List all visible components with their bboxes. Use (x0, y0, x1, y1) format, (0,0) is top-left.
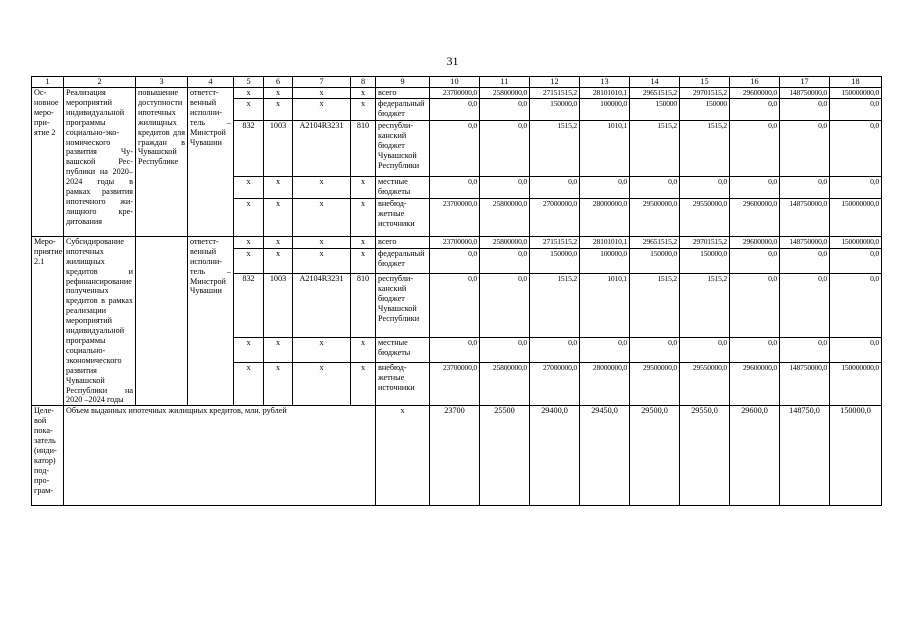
event-description: Субсидирование ипотечных жилищных кредитов и рефинансирование полученных кредитов в рамках реализации мероприятий индивидуальной программы социально-экономического развития Чувашской Республики на 2020 –2024 годы (64, 236, 136, 405)
funding-value: 0,0 (530, 338, 580, 363)
funding-value: 29500000,0 (630, 363, 680, 406)
section-code: x (264, 88, 293, 99)
target-indicator-label: Целевой показатель (индикатор) подпрограм- (32, 406, 64, 506)
funding-value: 25800000,0 (480, 236, 530, 248)
funding-source: всего (376, 236, 430, 248)
responsible-executor: ответственный исполнитель – Минстрой Чувашии (188, 236, 234, 405)
funding-source: федеральный бюджет (376, 249, 430, 274)
column-number-cell: 4 (188, 77, 234, 88)
column-number-cell: 15 (680, 77, 730, 88)
funding-value: 23700000,0 (430, 236, 480, 248)
target-indicator-value: 29600,0 (730, 406, 780, 506)
column-number-cell: 6 (264, 77, 293, 88)
funding-value: 1010,1 (580, 120, 630, 176)
column-number-cell: 16 (730, 77, 780, 88)
funding-value: 28101010,1 (580, 236, 630, 248)
funding-value: 100000,0 (580, 98, 630, 120)
section-code: x (264, 249, 293, 274)
grbs-code: x (234, 249, 264, 274)
funding-value: 148750000,0 (780, 198, 830, 236)
funding-value: 29651515,2 (630, 88, 680, 99)
grbs-code: 832 (234, 120, 264, 176)
column-number-cell: 5 (234, 77, 264, 88)
funding-value: 0,0 (780, 249, 830, 274)
column-number-cell: 18 (830, 77, 882, 88)
funding-value: 0,0 (730, 249, 780, 274)
target-indicator-value: 29500,0 (630, 406, 680, 506)
funding-value: 150000,0 (530, 249, 580, 274)
funding-value: 1515,2 (680, 120, 730, 176)
section-code: 1003 (264, 120, 293, 176)
grbs-code: x (234, 363, 264, 406)
funding-value: 0,0 (730, 274, 780, 338)
funding-value: 150000000,0 (830, 363, 882, 406)
funding-value: 0,0 (780, 274, 830, 338)
section-code: x (264, 363, 293, 406)
column-number-row (32, 77, 882, 88)
funding-value: 1515,2 (530, 120, 580, 176)
funding-value: 23700000,0 (430, 198, 480, 236)
event-name: Основное мероприятие 2 (32, 88, 64, 237)
target-item-code: x (293, 88, 351, 99)
funding-value: 0,0 (430, 98, 480, 120)
funding-value: 29701515,2 (680, 88, 730, 99)
target-indicator-source: x (376, 406, 430, 506)
funding-value: 0,0 (780, 338, 830, 363)
funding-value: 150000000,0 (830, 198, 882, 236)
column-number-cell: 13 (580, 77, 630, 88)
funding-value: 25800000,0 (480, 363, 530, 406)
expected-result (136, 236, 188, 405)
funding-value: 1515,2 (680, 274, 730, 338)
program-table (31, 76, 882, 506)
funding-source: внебюджетные источники (376, 363, 430, 406)
funding-value: 0,0 (430, 176, 480, 198)
funding-value: 29651515,2 (630, 236, 680, 248)
column-number-cell: 1 (32, 77, 64, 88)
target-indicator-value: 23700 (430, 406, 480, 506)
section-code: x (264, 176, 293, 198)
funding-value: 0,0 (830, 98, 882, 120)
funding-value: 0,0 (630, 338, 680, 363)
expense-type-code: x (351, 249, 376, 274)
funding-value: 0,0 (430, 120, 480, 176)
funding-value: 28000000,0 (580, 363, 630, 406)
grbs-code: x (234, 98, 264, 120)
target-item-code: x (293, 338, 351, 363)
column-number-cell: 14 (630, 77, 680, 88)
funding-value: 0,0 (580, 176, 630, 198)
funding-source: республиканский бюджет Чувашской Республики (376, 120, 430, 176)
table-row (32, 88, 882, 99)
funding-value: 100000,0 (580, 249, 630, 274)
funding-value: 0,0 (780, 120, 830, 176)
column-number-cell: 10 (430, 77, 480, 88)
expense-type-code: 810 (351, 120, 376, 176)
funding-value: 23700000,0 (430, 363, 480, 406)
funding-source: всего (376, 88, 430, 99)
expense-type-code: x (351, 88, 376, 99)
expense-type-code: x (351, 363, 376, 406)
grbs-code: x (234, 338, 264, 363)
grbs-code: 832 (234, 274, 264, 338)
funding-value: 27151515,2 (530, 236, 580, 248)
funding-value: 29600000,0 (730, 88, 780, 99)
expense-type-code: x (351, 176, 376, 198)
target-indicator-value: 29400,0 (530, 406, 580, 506)
section-code: x (264, 98, 293, 120)
funding-source: внебюджетные источники (376, 198, 430, 236)
funding-value: 0,0 (730, 176, 780, 198)
column-number-cell: 12 (530, 77, 580, 88)
funding-value: 148750000,0 (780, 363, 830, 406)
target-item-code: x (293, 198, 351, 236)
target-item-code: x (293, 363, 351, 406)
funding-value: 23700000,0 (430, 88, 480, 99)
funding-value: 27000000,0 (530, 198, 580, 236)
target-item-code: x (293, 249, 351, 274)
funding-value: 29600000,0 (730, 363, 780, 406)
funding-value: 150000,0 (680, 249, 730, 274)
funding-value: 148750000,0 (780, 236, 830, 248)
table-row (32, 236, 882, 248)
funding-value: 29600000,0 (730, 236, 780, 248)
grbs-code: x (234, 236, 264, 248)
section-code: 1003 (264, 274, 293, 338)
funding-value: 29550000,0 (680, 198, 730, 236)
target-item-code: x (293, 236, 351, 248)
funding-value: 1515,2 (630, 274, 680, 338)
funding-value: 29600000,0 (730, 198, 780, 236)
grbs-code: x (234, 88, 264, 99)
section-code: x (264, 198, 293, 236)
expected-result: повышение доступности ипотечных жилищных кредитов для граждан в Чувашской Республике (136, 88, 188, 237)
funding-value: 150000,0 (530, 98, 580, 120)
funding-value: 0,0 (680, 176, 730, 198)
funding-value: 0,0 (780, 176, 830, 198)
funding-value: 0,0 (480, 274, 530, 338)
funding-value: 28101010,1 (580, 88, 630, 99)
funding-value: 27151515,2 (530, 88, 580, 99)
section-code: x (264, 338, 293, 363)
funding-value: 0,0 (580, 338, 630, 363)
funding-value: 29500000,0 (630, 198, 680, 236)
funding-value: 150000 (630, 98, 680, 120)
target-indicator-value: 29550,0 (680, 406, 730, 506)
funding-value: 0,0 (630, 176, 680, 198)
funding-value: 150000,0 (630, 249, 680, 274)
funding-value: 0,0 (730, 338, 780, 363)
funding-value: 0,0 (430, 338, 480, 363)
grbs-code: x (234, 198, 264, 236)
funding-value: 25800000,0 (480, 88, 530, 99)
funding-source: местные бюджеты (376, 176, 430, 198)
funding-value: 148750000,0 (780, 88, 830, 99)
expense-type-code: x (351, 236, 376, 248)
event-description: Реализация мероприятий индивидуальной программы социально-экономического развития Чувашской Республики на 2020–2024 годы в рамках развития ипотечного жилищного кредитования (64, 88, 136, 237)
funding-value: 0,0 (780, 98, 830, 120)
funding-value: 0,0 (480, 176, 530, 198)
responsible-executor: ответственный исполнитель – Минстрой Чувашии (188, 88, 234, 237)
funding-value: 25800000,0 (480, 198, 530, 236)
column-number-cell: 11 (480, 77, 530, 88)
target-indicator-description: Объем выданных ипотечных жилищных кредитов, млн. рублей (64, 406, 376, 506)
funding-value: 0,0 (830, 176, 882, 198)
column-number-cell: 2 (64, 77, 136, 88)
funding-value: 0,0 (730, 120, 780, 176)
target-item-code: x (293, 176, 351, 198)
target-item-code: A2104R3231 (293, 120, 351, 176)
funding-source: федеральный бюджет (376, 98, 430, 120)
target-item-code: x (293, 98, 351, 120)
grbs-code: x (234, 176, 264, 198)
funding-value: 0,0 (430, 249, 480, 274)
funding-value: 0,0 (480, 338, 530, 363)
funding-value: 0,0 (480, 249, 530, 274)
funding-value: 29701515,2 (680, 236, 730, 248)
expense-type-code: x (351, 98, 376, 120)
target-item-code: A2104R3231 (293, 274, 351, 338)
funding-value: 0,0 (830, 338, 882, 363)
funding-value: 0,0 (680, 338, 730, 363)
event-name: Мероприятие 2.1 (32, 236, 64, 405)
column-number-cell: 17 (780, 77, 830, 88)
target-indicator-value: 148750,0 (780, 406, 830, 506)
funding-value: 150000000,0 (830, 236, 882, 248)
funding-value: 29550000,0 (680, 363, 730, 406)
funding-value: 0,0 (530, 176, 580, 198)
column-number-cell: 7 (293, 77, 351, 88)
column-number-cell: 3 (136, 77, 188, 88)
funding-value: 0,0 (830, 120, 882, 176)
expense-type-code: 810 (351, 274, 376, 338)
funding-value: 0,0 (430, 274, 480, 338)
funding-value: 0,0 (480, 120, 530, 176)
funding-value: 1515,2 (630, 120, 680, 176)
funding-source: республиканский бюджет Чувашской Республики (376, 274, 430, 338)
funding-value: 0,0 (480, 98, 530, 120)
funding-value: 150000000,0 (830, 88, 882, 99)
funding-value: 27000000,0 (530, 363, 580, 406)
column-number-cell: 8 (351, 77, 376, 88)
funding-value: 1515,2 (530, 274, 580, 338)
target-indicator-value: 25500 (480, 406, 530, 506)
funding-value: 150000 (680, 98, 730, 120)
funding-value: 28000000,0 (580, 198, 630, 236)
funding-value: 1010,1 (580, 274, 630, 338)
funding-source: местные бюджеты (376, 338, 430, 363)
target-indicator-value: 150000,0 (830, 406, 882, 506)
target-indicator-row (32, 406, 882, 506)
expense-type-code: x (351, 338, 376, 363)
expense-type-code: x (351, 198, 376, 236)
funding-value: 0,0 (730, 98, 780, 120)
page-number: 31 (446, 54, 459, 68)
funding-value: 0,0 (830, 274, 882, 338)
column-number-cell: 9 (376, 77, 430, 88)
target-indicator-value: 29450,0 (580, 406, 630, 506)
section-code: x (264, 236, 293, 248)
funding-value: 0,0 (830, 249, 882, 274)
